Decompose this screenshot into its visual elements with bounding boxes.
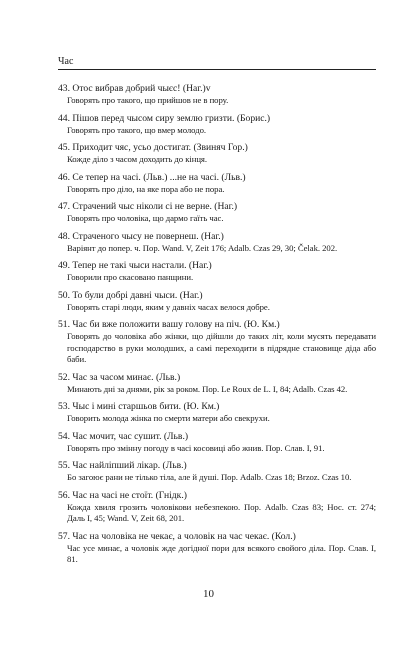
proverb-explanation: Говорять про змінну погоду в часі косовиці або жнив. Пор. Слав. I, 91. <box>67 442 325 453</box>
proverb-text: То були добрі давні чыси. (Наг.) <box>72 289 203 301</box>
proverb-explanation: Говорять про такого, що прийшов не в пору. <box>67 95 229 105</box>
page-number: 10 <box>203 588 214 600</box>
proverb-explanation: Говорить молода жінка по смерти матери або свекрухи. <box>67 413 270 423</box>
proverb-explanation: Бо загоює рани не тілько тіла, але й душі. Пор. Adalb. Czas 18; Brzoz. Czas 10. <box>67 472 352 482</box>
proverb-number: 49. <box>58 260 70 271</box>
proverb-line <box>58 430 376 443</box>
proverb-entry <box>58 489 376 525</box>
proverb-text: Час за часом минає. (Льв.) <box>72 371 181 383</box>
proverb-text: Чыс і мині старшьов бити. (Ю. Км.) <box>72 401 220 412</box>
proverb-number: 57. <box>58 530 70 542</box>
proverb-number: 47. <box>58 201 70 212</box>
proverb-explanation: Час усе минає, а чоловік жде догідної пори для всякого свойого діла. Пор. Слав. I, 81. <box>67 542 376 564</box>
proverb-text: Час на часі не стоїт. (Гнідк.) <box>72 489 187 501</box>
proverb-text: Тепер не такі чыси настали. (Наг.) <box>72 260 212 271</box>
proverb-line <box>58 530 376 543</box>
proverb-explanation: Говорять про такого, що вмер молодо. <box>67 124 207 135</box>
proverb-text: Приходит чяс, усьо достигат. (Звиняч Гор.) <box>72 142 248 153</box>
proverb-entry <box>58 259 376 284</box>
proverb-explanation: Кожде діло з часом доходить до кінця. <box>67 154 207 164</box>
proverb-number: 44. <box>58 112 70 124</box>
proverb-entry <box>58 112 376 137</box>
proverb-line <box>58 112 376 125</box>
proverb-text: Се тепер на часі. (Льв.) ...не на часі. (Льв.) <box>72 171 246 183</box>
proverb-number: 52. <box>58 371 70 383</box>
proverb-line <box>58 82 376 95</box>
proverb-text: Страченого чысу не повернеш. (Наг.) <box>72 230 224 242</box>
proverb-line <box>58 259 376 272</box>
proverb-line <box>58 141 376 154</box>
proverb-line <box>58 489 376 502</box>
proverb-entry <box>58 289 376 314</box>
proverb-text: Отос вибрав добрий чыєс! (Наг.)v <box>72 83 211 94</box>
proverb-entry <box>58 171 376 196</box>
proverb-line <box>58 171 376 184</box>
header-rule <box>58 69 376 70</box>
proverb-text: Страчений чыс ніколи сі не верне. (Наг.) <box>72 201 238 212</box>
proverb-explanation: Минають дні за днями, рік за роком. Пор. Le Roux de L. I, 84; Adalb. Czas 42. <box>67 383 348 394</box>
proverb-entry <box>58 400 376 425</box>
proverb-text: Час на чоловіка не чекає, а чоловік на час чекає. (Кол.) <box>72 530 296 542</box>
proverb-entry <box>58 82 376 107</box>
proverb-text: Час би вже положити вашу голову на піч. (Ю. Км.) <box>72 319 280 330</box>
proverb-number: 50. <box>58 289 70 301</box>
proverb-text: Пішов перед чысом сиру землю гризти. (Борис.) <box>72 112 271 124</box>
proverb-number: 56. <box>58 489 70 501</box>
proverb-number: 43. <box>58 83 70 94</box>
proverb-entry <box>58 371 376 396</box>
proverb-number: 46. <box>58 171 70 183</box>
proverb-number: 55. <box>58 460 70 471</box>
proverb-entry <box>58 141 376 166</box>
proverb-number: 53. <box>58 401 70 412</box>
proverb-entry <box>58 430 376 455</box>
proverb-line <box>58 459 376 472</box>
proverb-entry <box>58 530 376 566</box>
proverb-explanation: Говорять до чоловіка або жінки, що дійшли до таких літ, коли мусять передавати господарство в руки молодших, а самі переходити в підрядне становище діда або баби. <box>67 331 376 364</box>
proverb-entry <box>58 318 376 366</box>
proverb-number: 51. <box>58 319 70 330</box>
proverb-explanation: Говорять старі люди, яким у давніх часах велося добре. <box>67 301 270 312</box>
proverb-list <box>58 82 376 566</box>
proverb-explanation: Кожда хвиля грозить чоловікови небезпекою. Пор. Adalb. Czas 83; Нос. ст. 274; Даль I, 45; Wand. V, Zeit 68, 201. <box>67 501 376 523</box>
proverb-line <box>58 230 376 243</box>
proverb-number: 48. <box>58 230 70 242</box>
proverb-line <box>58 200 376 213</box>
proverb-line <box>58 400 376 413</box>
proverb-text: Час мочит, час сушит. (Льв.) <box>72 430 189 442</box>
proverb-number: 45. <box>58 142 70 153</box>
proverb-line <box>58 371 376 384</box>
proverb-entry <box>58 230 376 255</box>
proverb-entry <box>58 200 376 225</box>
proverb-text: Час найліпший лікар. (Льв.) <box>72 460 187 471</box>
proverb-line <box>58 318 376 331</box>
proverb-explanation: Варіянт до попер. ч. Пор. Wand. V, Zeit 176; Adalb. Czas 29, 30; Čelak. 202. <box>67 242 338 253</box>
running-header: Час <box>58 56 74 67</box>
proverb-explanation: Говорили про скасовано панщини. <box>67 272 194 282</box>
proverb-line <box>58 289 376 302</box>
proverb-explanation: Говорять про діло, на яке пора або не пора. <box>67 183 225 194</box>
proverb-entry <box>58 459 376 484</box>
proverb-explanation: Говорять про чоловіка, що дармо гаїть час. <box>67 213 224 223</box>
proverb-number: 54. <box>58 430 70 442</box>
